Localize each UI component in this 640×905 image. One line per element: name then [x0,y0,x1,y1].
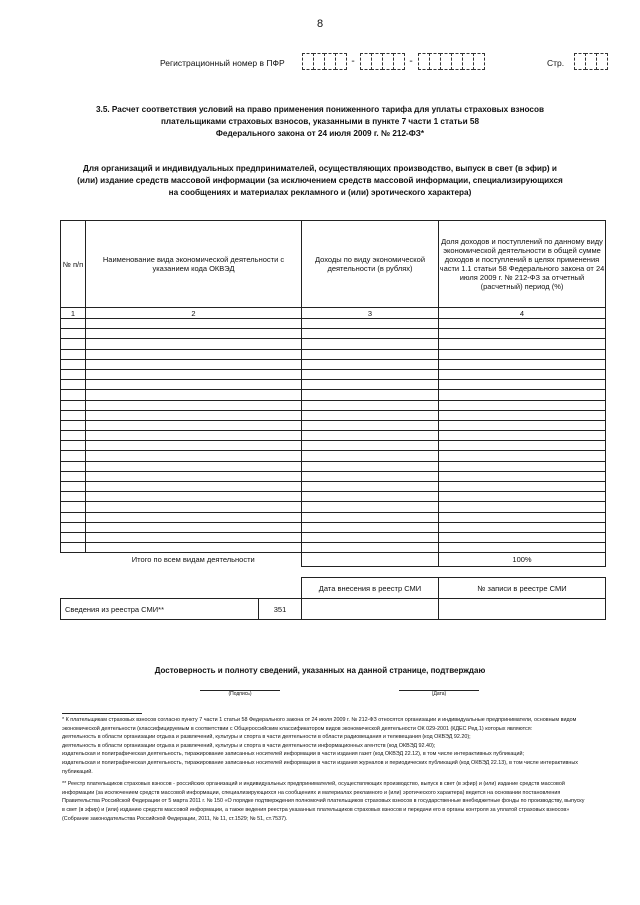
smi-row-label: Сведения из реестра СМИ** [61,599,259,620]
row-number-cell[interactable] [61,461,86,471]
footnote-1-item: деятельность в области организации отдыха и развлечений, культуры и спорта в части деятельности в области радиовещания и телевещания (код ОКВЭД 92.20); [62,734,471,741]
income-cell[interactable] [302,339,439,349]
income-share-cell[interactable] [439,359,606,369]
income-cell[interactable] [302,329,439,339]
activity-name-cell[interactable] [86,522,302,532]
table-row [61,380,606,390]
activity-name-cell[interactable] [86,492,302,502]
income-cell[interactable] [302,420,439,430]
income-share-cell[interactable] [439,349,606,359]
table-header-row [61,221,606,308]
activity-table [60,220,606,567]
income-share-cell[interactable] [439,441,606,451]
registry-date-cell[interactable] [302,599,439,620]
row-number-cell[interactable] [61,482,86,492]
activity-name-cell[interactable] [86,390,302,400]
table-row [61,502,606,512]
confirmation-text: Достоверность и полноту сведений, указанных на данной странице, подтверждаю [154,666,486,675]
row-number-cell[interactable] [61,380,86,390]
smi-row-code: 351 [259,599,302,620]
income-share-cell[interactable] [439,329,606,339]
income-cell[interactable] [302,461,439,471]
activity-name-cell[interactable] [86,441,302,451]
total-label: Итого по всем видам деятельности [131,555,255,565]
activity-name-cell[interactable] [86,420,302,430]
footnote-1: * К плательщикам страховых взносов согласно пункту 7 части 1 статьи 58 Федерального закона от 24 июля 2009 г. № 212-ФЗ относятся организации и индивидуальные предприниматели, основным видом экономической деятельности (классифицируемым в соответствии с Общероссийским классификатором видов экономической деятельности ОК 029-2001 (КДЕС Ред.1) которых являются: [62,717,577,732]
date-field[interactable] [399,680,479,697]
table-row [61,482,606,492]
smi-registry-table [60,577,606,620]
row-number-cell[interactable] [61,329,86,339]
column-number-row: 1 2 3 4 [61,308,606,319]
footnote-1-item: издательская и полиграфическая деятельность, тиражирование записанных носителей информации в части издания журналов и периодических публикаций (код ОКВЭД 22.13), в том числе интерактивных публикаций. [62,759,578,775]
income-cell[interactable] [302,431,439,441]
activity-name-cell[interactable] [86,329,302,339]
row-number-cell[interactable] [61,512,86,522]
income-share-cell[interactable] [439,420,606,430]
income-cell[interactable] [302,522,439,532]
signature-field[interactable] [200,680,280,697]
income-share-cell[interactable] [439,400,606,410]
footnote-divider [62,713,142,714]
income-share-cell[interactable] [439,512,606,522]
row-number-cell[interactable] [61,390,86,400]
table-row [61,369,606,379]
income-share-cell[interactable] [439,482,606,492]
income-cell[interactable] [302,390,439,400]
row-number-cell[interactable] [61,502,86,512]
income-share-cell[interactable] [439,431,606,441]
row-number-cell[interactable] [61,339,86,349]
header-registry-date: Дата внесения в реестр СМИ [302,578,439,599]
income-cell[interactable] [302,502,439,512]
income-cell[interactable] [302,349,439,359]
footnotes [62,716,586,823]
row-number-cell[interactable] [61,400,86,410]
row-number-cell[interactable] [61,451,86,461]
table-row [61,319,606,329]
page-field-label: Стр. [547,58,565,68]
table-row [61,512,606,522]
row-number-cell[interactable] [61,319,86,329]
income-cell[interactable] [302,319,439,329]
income-cell[interactable] [302,441,439,451]
income-share-cell[interactable] [439,471,606,481]
table-row [61,492,606,502]
income-cell[interactable] [302,359,439,369]
income-share-cell[interactable] [439,390,606,400]
income-cell[interactable] [302,369,439,379]
income-share-cell[interactable] [439,543,606,553]
table-row [61,431,606,441]
income-cell[interactable] [302,492,439,502]
income-cell[interactable] [302,400,439,410]
row-number-cell[interactable] [61,359,86,369]
row-number-cell[interactable] [61,492,86,502]
income-share-cell[interactable] [439,502,606,512]
row-number-cell[interactable] [61,522,86,532]
activity-name-cell[interactable] [86,359,302,369]
table-row [61,329,606,339]
activity-name-cell[interactable] [86,369,302,379]
activity-name-cell[interactable] [86,451,302,461]
header-row-number: № п/п [61,221,86,308]
table-row [61,451,606,461]
registration-number-field[interactable]: - - [302,53,484,70]
activity-name-cell[interactable] [86,512,302,522]
table-row [61,420,606,430]
row-number-cell[interactable] [61,410,86,420]
activity-name-cell[interactable] [86,410,302,420]
income-share-cell[interactable] [439,339,606,349]
activity-name-cell[interactable] [86,380,302,390]
table-row [61,339,606,349]
activity-name-cell[interactable] [86,502,302,512]
registration-number-label: Регистрационный номер в ПФР [160,58,285,68]
table-row [61,543,606,553]
activity-name-cell[interactable] [86,339,302,349]
table-row [61,461,606,471]
table-row [61,349,606,359]
page-number: 8 [316,18,324,30]
row-number-cell[interactable] [61,431,86,441]
activity-name-cell[interactable] [86,482,302,492]
row-number-cell[interactable] [61,532,86,542]
income-cell[interactable] [302,532,439,542]
table-row [61,400,606,410]
date-label: (Дата) [431,691,447,697]
table-row [61,522,606,532]
income-share-cell[interactable] [439,369,606,379]
row-number-cell[interactable] [61,420,86,430]
row-number-cell[interactable] [61,471,86,481]
smi-data-row [61,599,606,620]
activity-name-cell[interactable] [86,532,302,542]
header-income: Доходы по виду экономической деятельности (в рублях) [302,221,439,308]
row-number-cell[interactable] [61,369,86,379]
activity-name-cell[interactable] [86,349,302,359]
row-number-cell[interactable] [61,349,86,359]
table-row [61,532,606,542]
header-registry-number: № записи в реестре СМИ [439,578,606,599]
row-number-cell[interactable] [61,543,86,553]
income-share-cell[interactable] [439,410,606,420]
income-cell[interactable] [302,471,439,481]
row-number-cell[interactable] [61,441,86,451]
income-share-cell[interactable] [439,522,606,532]
income-share-cell[interactable] [439,319,606,329]
footnote-2: ** Реестр плательщиков страховых взносов - российских организаций и индивидуальных предпринимателей, осуществляющих производство, выпуск в свет (в эфир) и (или) издание средств массовой информации (за исключением средств массовой информации, специализирующихся на сообщениях и материалах рекламного и (или) эротического характера) ведется на основании постановления Правительства Российской Федерации от 5 марта 2011 г. № 150 «О порядке подтверждения полномочий плательщиков страховых взносов в государственные внебюджетные фонды по производству, выпуску в свет (в эфир) и (или) изданию средств массовой информации, а также ведения реестра указанных плательщиков страховых взносов и передачи его в органы контроля за уплатой страховых взносов» (Собрание законодательства Российской Федерации, 2011, № 11, ст.1529; № 51, ст.7537). [62,781,585,822]
signature-label: (Подпись) [228,691,252,697]
registry-number-cell[interactable] [439,599,606,620]
activity-name-cell[interactable] [86,431,302,441]
section-subtitle: Для организаций и индивидуальных предпринимателей, осуществляющих производство, выпуск в свет (в эфир) и (или) издание средств массовой информации (за исключением средств массовой информации, специализирующихся на сообщениях и материалах рекламного и (или) эротического характера) [77,164,563,197]
table-row [61,359,606,369]
table-row [61,410,606,420]
total-share-value: 100% [439,553,606,567]
income-share-cell[interactable] [439,451,606,461]
activity-name-cell[interactable] [86,319,302,329]
total-row [61,553,606,567]
income-cell[interactable] [302,543,439,553]
total-income-cell[interactable] [302,553,439,567]
footnote-1-item: издательская и полиграфическая деятельность, тиражирование записанных носителей информации в части издания газет (код ОКВЭД 22.12), в том числе интерактивных публикаций; [62,751,524,758]
activity-name-cell[interactable] [86,461,302,471]
table-row [61,471,606,481]
table-row [61,441,606,451]
activity-name-cell[interactable] [86,471,302,481]
section-title: 3.5. Расчет соответствия условий на право применения пониженного тарифа для уплаты страховых взносов плательщиками страховых взносов, указанными в пункте 7 части 1 статьи 58 Федерального закона от 24 июля 2009 г. № 212-ФЗ* [95,105,544,138]
income-cell[interactable] [302,451,439,461]
table-row [61,390,606,400]
activity-name-cell[interactable] [86,543,302,553]
income-cell[interactable] [302,410,439,420]
activity-name-cell[interactable] [86,400,302,410]
income-cell[interactable] [302,380,439,390]
income-share-cell[interactable] [439,492,606,502]
income-share-cell[interactable] [439,380,606,390]
income-share-cell[interactable] [439,532,606,542]
page-number-field[interactable] [574,53,607,70]
header-income-share: Доля доходов и поступлений по данному виду экономической деятельности в общей сумме доходов и поступлений в целях применения части 1.1 статьи 58 Федерального закона от 24 июля 2009 г. № 212-ФЗ за отчетный (расчетный) период (%) [439,221,606,308]
income-share-cell[interactable] [439,461,606,471]
income-cell[interactable] [302,482,439,492]
footnote-1-item: деятельность в области организации отдыха и развлечений, культуры и спорта в части деятельности информационных агентств (код ОКВЭД 92.40); [62,742,436,749]
income-cell[interactable] [302,512,439,522]
header-activity-name: Наименование вида экономической деятельности с указанием кода ОКВЭД [86,221,302,308]
